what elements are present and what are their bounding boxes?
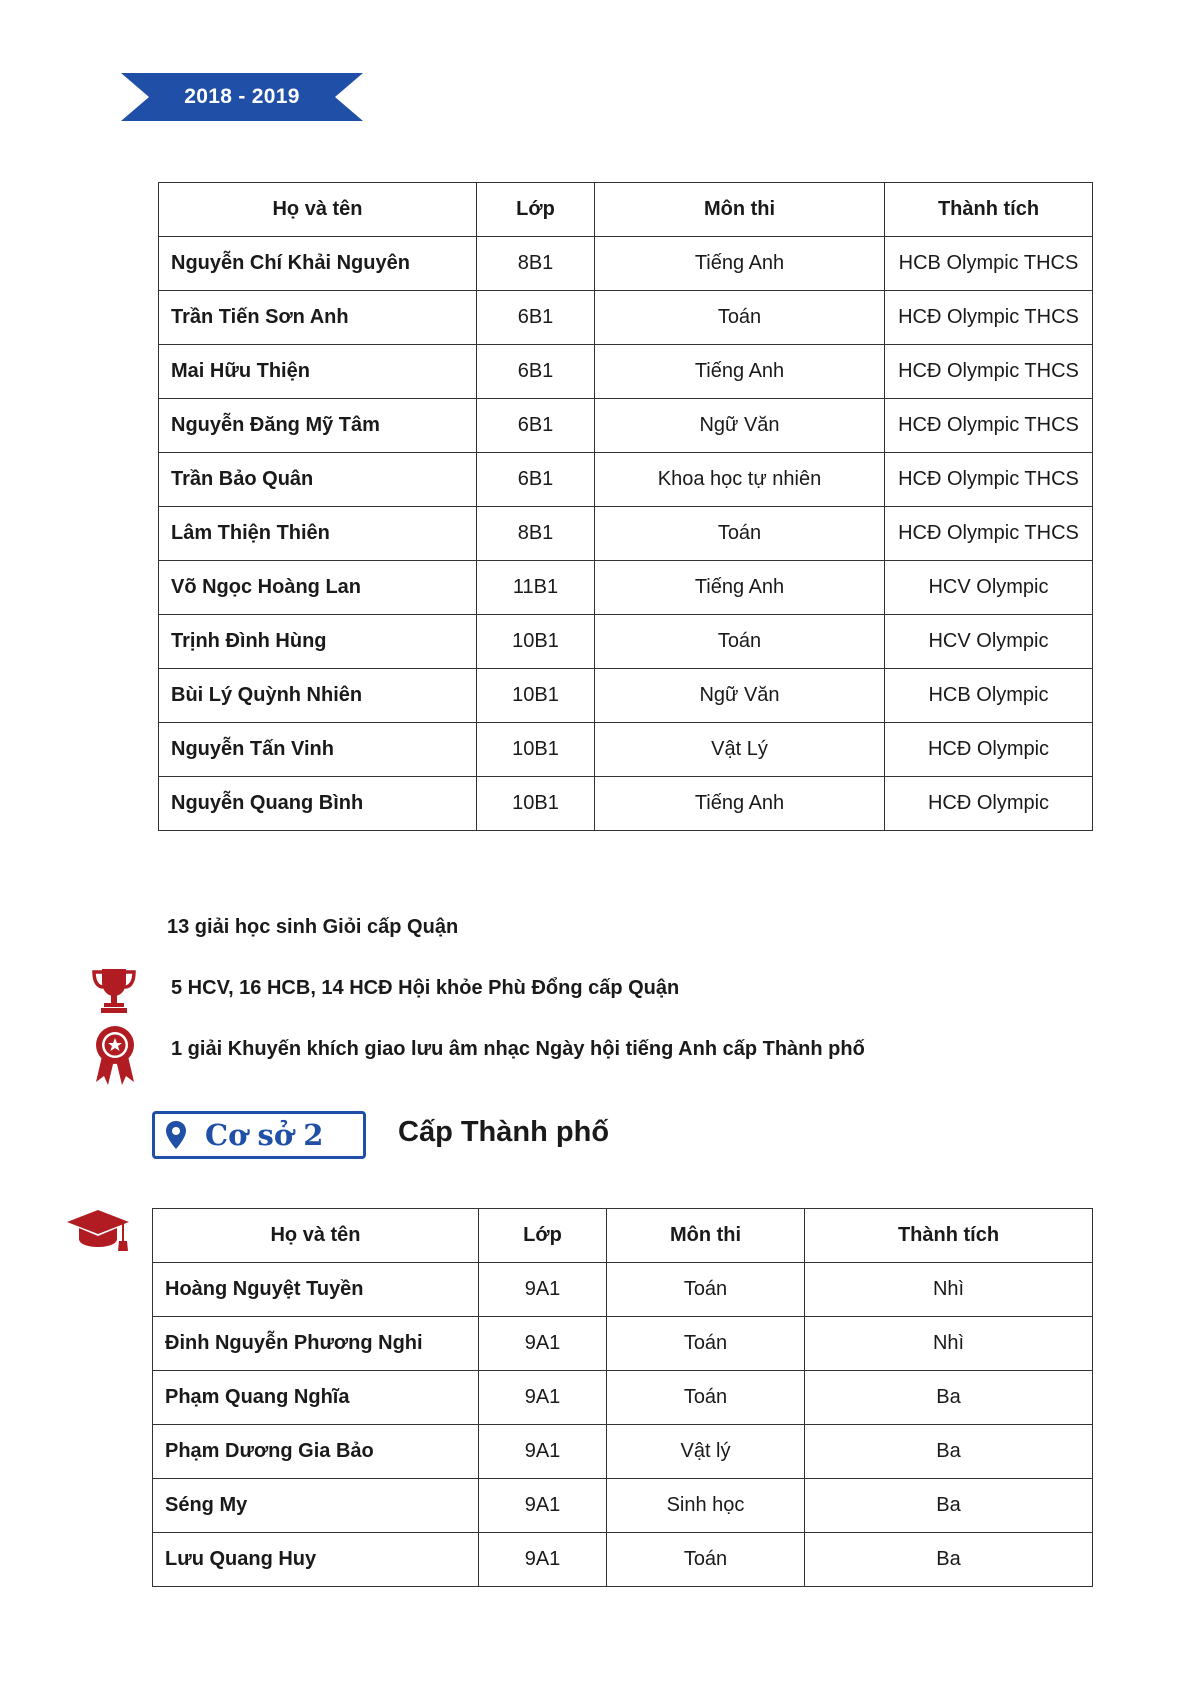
- cell-class: 6B1: [477, 453, 595, 507]
- cell-class: 9A1: [479, 1425, 607, 1479]
- cell-class: 6B1: [477, 345, 595, 399]
- cell-name: Hoàng Nguyệt Tuyền: [153, 1263, 479, 1317]
- cell-class: 8B1: [477, 507, 595, 561]
- award-rosette-icon: [93, 1024, 137, 1091]
- cell-subject: Khoa học tự nhiên: [595, 453, 885, 507]
- cell-subject: Tiếng Anh: [595, 345, 885, 399]
- cell-subject: Vật Lý: [595, 723, 885, 777]
- cell-class: 6B1: [477, 291, 595, 345]
- table-row: [153, 1425, 1093, 1479]
- table-header-row: [159, 183, 1093, 237]
- cell-subject: Tiếng Anh: [595, 777, 885, 831]
- campus-label-box: [152, 1111, 366, 1159]
- cell-achievement: HCĐ Olympic THCS: [885, 291, 1093, 345]
- cell-subject: Ngữ Văn: [595, 669, 885, 723]
- cell-subject: Toán: [595, 507, 885, 561]
- table-row: [153, 1317, 1093, 1371]
- cell-subject: Toán: [607, 1263, 805, 1317]
- header-achievement: Thành tích: [885, 183, 1093, 237]
- cell-class: 9A1: [479, 1263, 607, 1317]
- table-row: [159, 507, 1093, 561]
- cell-name: Bùi Lý Quỳnh Nhiên: [159, 669, 477, 723]
- table-row: [159, 561, 1093, 615]
- map-pin-icon: [165, 1120, 187, 1150]
- awards-table-city: [152, 1208, 1093, 1587]
- cell-achievement: HCĐ Olympic THCS: [885, 453, 1093, 507]
- cell-class: 9A1: [479, 1317, 607, 1371]
- cell-subject: Toán: [607, 1371, 805, 1425]
- cell-name: Nguyễn Tấn Vinh: [159, 723, 477, 777]
- cell-name: Nguyễn Đăng Mỹ Tâm: [159, 399, 477, 453]
- header-class: Lớp: [477, 183, 595, 237]
- table-header-row: [153, 1209, 1093, 1263]
- cell-class: 8B1: [477, 237, 595, 291]
- year-label: 2018 - 2019: [184, 85, 300, 108]
- cell-name: Võ Ngọc Hoàng Lan: [159, 561, 477, 615]
- cell-subject: Toán: [607, 1533, 805, 1587]
- table-row: [159, 291, 1093, 345]
- table-row: [159, 345, 1093, 399]
- cell-achievement: HCV Olympic: [885, 615, 1093, 669]
- cell-subject: Tiếng Anh: [595, 237, 885, 291]
- cell-achievement: HCB Olympic THCS: [885, 237, 1093, 291]
- cell-name: Lưu Quang Huy: [153, 1533, 479, 1587]
- cell-subject: Sinh học: [607, 1479, 805, 1533]
- cell-class: 6B1: [477, 399, 595, 453]
- header-achievement: Thành tích: [805, 1209, 1093, 1263]
- cell-class: 9A1: [479, 1533, 607, 1587]
- year-ribbon: [121, 73, 363, 121]
- cell-subject: Tiếng Anh: [595, 561, 885, 615]
- trophy-icon: [89, 964, 139, 1019]
- cell-achievement: HCĐ Olympic: [885, 723, 1093, 777]
- cell-subject: Toán: [595, 291, 885, 345]
- cell-class: 9A1: [479, 1371, 607, 1425]
- campus-label: Cơ sở 2: [205, 1118, 324, 1152]
- cell-subject: Toán: [607, 1317, 805, 1371]
- table-row: [159, 777, 1093, 831]
- header-subject: Môn thi: [595, 183, 885, 237]
- cell-achievement: Ba: [805, 1479, 1093, 1533]
- cell-subject: Toán: [595, 615, 885, 669]
- table-row: [159, 723, 1093, 777]
- cell-class: 10B1: [477, 669, 595, 723]
- cell-achievement: HCĐ Olympic: [885, 777, 1093, 831]
- table-row: [153, 1263, 1093, 1317]
- section-title-city-level: Cấp Thành phố: [398, 1116, 610, 1148]
- award-line-district-excellent: 13 giải học sinh Giỏi cấp Quận: [167, 916, 459, 938]
- cell-class: 11B1: [477, 561, 595, 615]
- cell-achievement: Ba: [805, 1425, 1093, 1479]
- cell-name: Trần Bảo Quân: [159, 453, 477, 507]
- cell-achievement: Ba: [805, 1371, 1093, 1425]
- table-row: [159, 615, 1093, 669]
- table-row: [159, 237, 1093, 291]
- cell-name: Đinh Nguyễn Phương Nghi: [153, 1317, 479, 1371]
- cell-name: Phạm Dương Gia Bảo: [153, 1425, 479, 1479]
- cell-achievement: HCV Olympic: [885, 561, 1093, 615]
- header-class: Lớp: [479, 1209, 607, 1263]
- header-subject: Môn thi: [607, 1209, 805, 1263]
- cell-achievement: HCB Olympic: [885, 669, 1093, 723]
- cell-name: Lâm Thiện Thiên: [159, 507, 477, 561]
- award-line-english-day: 1 giải Khuyến khích giao lưu âm nhạc Ngày hội tiếng Anh cấp Thành phố: [171, 1038, 865, 1060]
- cell-name: Trịnh Đình Hùng: [159, 615, 477, 669]
- cell-class: 10B1: [477, 723, 595, 777]
- table-row: [153, 1533, 1093, 1587]
- cell-class: 9A1: [479, 1479, 607, 1533]
- table-row: [159, 399, 1093, 453]
- table-row: [153, 1371, 1093, 1425]
- cell-name: Mai Hữu Thiện: [159, 345, 477, 399]
- cell-achievement: HCĐ Olympic THCS: [885, 507, 1093, 561]
- cell-name: Séng My: [153, 1479, 479, 1533]
- award-line-phu-dong: 5 HCV, 16 HCB, 14 HCĐ Hội khỏe Phù Đổng cấp Quận: [171, 977, 680, 999]
- awards-table-olympic: [158, 182, 1093, 831]
- cell-subject: Vật lý: [607, 1425, 805, 1479]
- cell-name: Trần Tiến Sơn Anh: [159, 291, 477, 345]
- header-name: Họ và tên: [153, 1209, 479, 1263]
- table-row: [159, 453, 1093, 507]
- cell-achievement: Ba: [805, 1533, 1093, 1587]
- cell-class: 10B1: [477, 777, 595, 831]
- cell-achievement: HCĐ Olympic THCS: [885, 399, 1093, 453]
- cell-name: Nguyễn Quang Bình: [159, 777, 477, 831]
- cell-name: Nguyễn Chí Khải Nguyên: [159, 237, 477, 291]
- cell-achievement: HCĐ Olympic THCS: [885, 345, 1093, 399]
- cell-subject: Ngữ Văn: [595, 399, 885, 453]
- graduation-cap-icon: [65, 1208, 131, 1259]
- header-name: Họ và tên: [159, 183, 477, 237]
- table-row: [153, 1479, 1093, 1533]
- table-row: [159, 669, 1093, 723]
- cell-achievement: Nhì: [805, 1263, 1093, 1317]
- cell-name: Phạm Quang Nghĩa: [153, 1371, 479, 1425]
- cell-achievement: Nhì: [805, 1317, 1093, 1371]
- cell-class: 10B1: [477, 615, 595, 669]
